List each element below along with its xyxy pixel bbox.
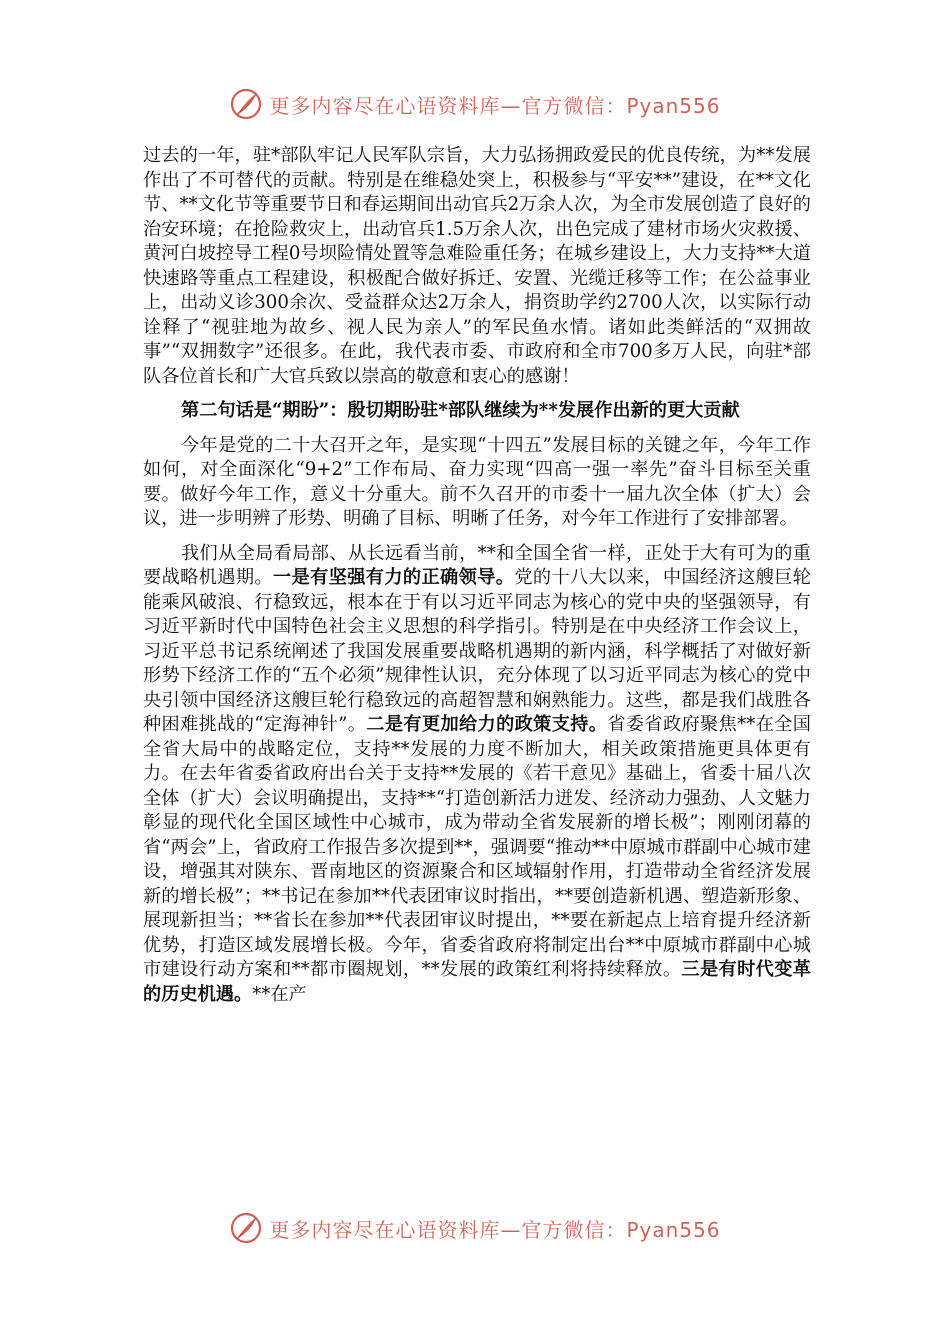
- p3-text-c: 党的十八大以来，中国经济这艘巨轮能乘风破浪、行稳致远，根本在于有以习近平同志为核心的党中央的坚强领导，有习近平新时代中国特色社会主义思想的科学指引。特别是在中央经济工作会议上，习近平总书记系统阐述了我国发展重要战略机遇期的新内涵，科学概括了对做好新形势下经济工作的“五个必须”规律性认识，充分体现了以习近平同志为核心的党中央引领中国经济这艘巨轮行稳致远的高超智慧和娴熟能力。这些，都是我们战胜各种困难挑战的“定海神针”。: [143, 567, 811, 735]
- paragraph-2: 今年是党的二十大召开之年，是实现“十四五”发展目标的关键之年，今年工作如何，对全面深化“9+2”工作布局、奋力实现“四高一强一率先”奋斗目标至关重要。做好今年工作，意义十分重大。前不久召开的市委十一届九次全体（扩大）会议，进一步明辨了形势、明确了目标、明晰了任务，对今年工作进行了安排部署。: [143, 434, 811, 529]
- p3-text-e: 省委省政府聚焦**在全国全省大局中的战略定位，支持**发展的力度不断加大，相关政策措施更具体更有力。在去年省委省政府出台关于支持**发展的《若干意见》基础上，省委十届八次全体（扩大）会议明确提出，支持**“打造创新活力迸发、经济动力强劲、人文魅力彰显的现代化全国区域性中心城市，成为带动全省发展新的增长极”；刚刚闭幕的省“两会”上，省政府工作报告多次提到**，强调要“推动**中原城市群副中心城市建设，增强其对陕东、晋南地区的资源聚合和区域辐射作用，打造带动全省经济发展新的增长极”；**书记在参加**代表团审议时指出，**要创造新机遇、塑造新形象、展现新担当；**省长在参加**代表团审议时提出，**要在新起点上培育提升经济新优势，打造区域发展增长极。今年，省委省政府将制定出台**中原城市群副中心城市建设行动方案和**都市圈规划，**发展的政策红利将持续释放。: [143, 714, 811, 980]
- p3-point-one: 一是有坚强有力的正确领导。: [272, 567, 515, 588]
- p3-point-two: 二是有更加给力的政策支持。: [366, 714, 608, 735]
- header-banner-text: 更多内容尽在心语资料库—官方微信：Pyan556: [269, 93, 721, 118]
- section-heading-2: 第二句话是“期盼”：殷切期盼驻*部队继续为**发展作出新的更大贡献: [181, 400, 740, 421]
- quill-logo-icon: [229, 87, 263, 121]
- footer-banner-text: 更多内容尽在心语资料库—官方微信：Pyan556: [269, 1217, 721, 1242]
- document-body: [143, 144, 811, 1007]
- p3-text-g: **在产: [252, 983, 307, 1005]
- footer-banner: [0, 1208, 950, 1248]
- header-banner: [0, 84, 950, 124]
- p3-point-three: 三是有时代变革的历史机遇。: [143, 959, 811, 1005]
- paragraph-1: 过去的一年，驻*部队牢记人民军队宗旨，大力弘扬拥政爱民的优良传统，为**发展作出了不可替代的贡献。特别是在维稳处突上，积极参与“平安**”建设，在**文化节、**文化节等重要节日和春运期间出动官兵2万余人次，为全市发展创造了良好的治安环境；在抢险救灾上，出动官兵1.5万余人次，出色完成了建材市场火灾救援、黄河白坡控导工程0号坝险情处置等急难险重任务；在城乡建设上，大力支持**大道快速路等重点工程建设，积极配合做好拆迁、安置、光缆迁移等工作；在公益事业上，出动义诊300余次、受益群众达2万余人，捐资助学约2700人次，以实际行动诠释了“视驻地为故乡、视人民为亲人”的军民鱼水情。诸如此类鲜活的“双拥故事”“双拥数字”还很多。在此，我代表市委、市政府和全市700多万人民，向驻*部队各位首长和广大官兵致以崇高的敬意和衷心的感谢！: [143, 145, 811, 387]
- quill-logo-icon: [229, 1211, 263, 1245]
- p3-text-a: 我们从全局看局部、从长远看当前，**和全国全省一样，正处于大有可为的重要战略机遇期。: [143, 542, 811, 588]
- paragraph-3: [143, 542, 811, 1008]
